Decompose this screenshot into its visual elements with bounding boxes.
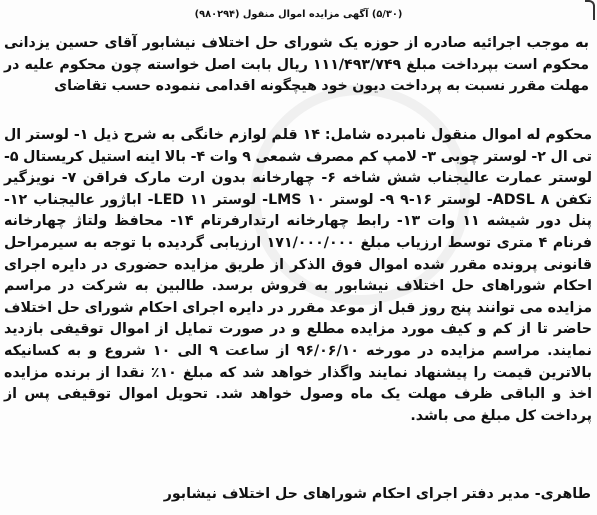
notice-title: (۵/۳۰) آگهی مزایده اموال منقول (۹۸۰۲۹۴) bbox=[194, 9, 403, 20]
notice-paragraph-2: محکوم له اموال منقول نامبرده شامل: ۱۴ قلم لوازم خانگی به شرح ذیل ۱- لوستر ال تی ال ۲- لوستر چوبی ۳- لامپ کم مصرف شمعی ۹ وات ۴- بالا اینه استیل کریستال ۵- لوستر عمارت عالیجناب شش شاخه ۶- چهارخانه بدون ارت مارک فراقن ۷- نویزگیر تکفن ADSL ۸- لوستر ۱۶-۹ ۹- لوستر LMS ۱۰- لوستر LED ۱۱- اباژور عالیجناب ۱۲- پنل دور شیشه ۱۱ وات ۱۳- رابط چهارخانه ارتدارفرتام ۱۴- محافظ ولتاژ چهارخانه فرنام ۴ متری توسط ارزیاب مبلغ ۱۷۱/۰۰۰/۰۰۰ ارزیابی گردیده با توجه به سیرمراحل قانونی پرونده مقرر شده اموال فوق الذکر از طریق مزایده حضوری در دایره اجرای احکام شوراهای حل اختلاف نیشابور به فروش برسد. طالبین به شرکت در مراسم مزایده می توانند پنج روز قبل از موعد مقرر در دایره اجرای احکام شورای حل اختلاف حاضر تا از کم و کیف مورد مزایده مطلع و در صورت تمایل از اموال توقیفی بازدید نمایند. مراسم مزایده در مورخه ۹۶/۰۶/۱۰ از ساعت ۹ الی ۱۰ شروع و به کسانیکه بالاترین قیمت را پیشنهاد نمایند واگذار خواهد شد که مبلغ ۱۰٪ نقدا از برنده مزایده اخذ و الباقی ظرف مهلت یک ماه وصول خواهد شد. تحویل اموال توقیفی پس از پرداخت کل مبلغ می باشد. bbox=[4, 127, 593, 424]
notice-signature: طاهری- مدیر دفتر اجرای احکام شوراهای حل اختلاف نیشابور bbox=[163, 486, 591, 502]
notice-paragraph-1: به موجب اجرائیه صادره از حوزه یک شورای حل اختلاف نیشابور آقای حسین یزدانی محکوم است بپرداخت مبلغ ۱۱۱/۴۹۳/۷۴۹ ریال بابت اصل خواسته چون محکوم علیه در مهلت مقرر نسبت به پرداخت دیون خود هیچگونه اقدامی ننموده حسب تقاضای bbox=[4, 35, 589, 95]
